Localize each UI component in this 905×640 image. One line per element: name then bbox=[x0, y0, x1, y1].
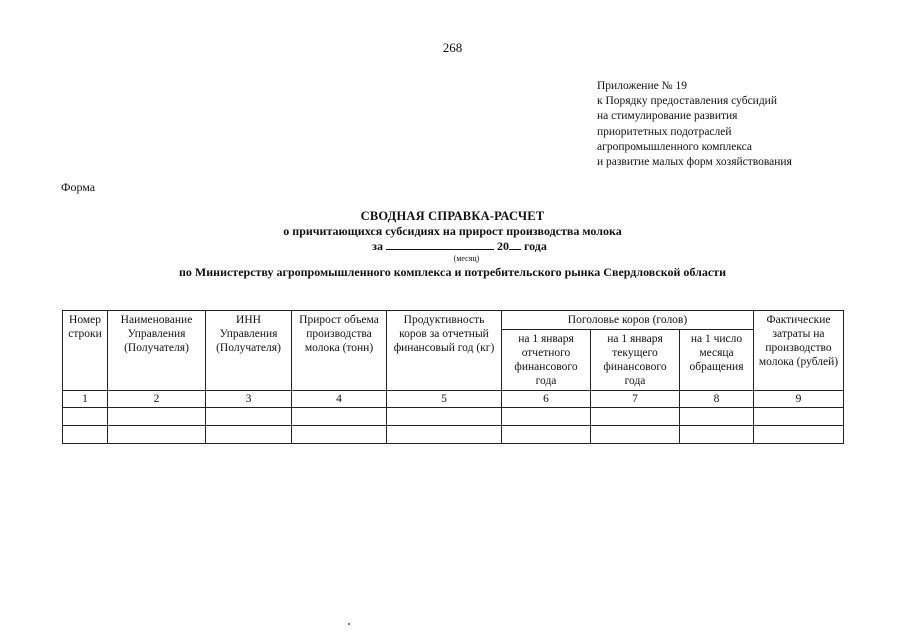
year-blank bbox=[509, 239, 521, 250]
column-number: 2 bbox=[108, 391, 206, 408]
header-inn: ИНН Управления (Получателя) bbox=[206, 311, 292, 391]
appendix-line: к Порядку предоставления субсидий bbox=[597, 95, 777, 108]
table-cell bbox=[680, 426, 754, 444]
table-cell bbox=[387, 426, 502, 444]
period-prefix: за bbox=[372, 239, 383, 253]
column-number-row bbox=[63, 391, 844, 408]
table-cell bbox=[680, 408, 754, 426]
month-hint: (месяц) bbox=[453, 254, 480, 263]
table-cell bbox=[387, 408, 502, 426]
form-label: Форма bbox=[61, 180, 96, 194]
table-cell bbox=[108, 408, 206, 426]
table-cell bbox=[754, 426, 844, 444]
table-row bbox=[63, 426, 844, 444]
appendix-line: Приложение № 19 bbox=[597, 80, 687, 92]
report-table-wrapper bbox=[62, 310, 844, 444]
header-actual-costs: Фактические затраты на производство молока (рублей) bbox=[754, 311, 844, 391]
column-number: 4 bbox=[292, 391, 387, 408]
ministry-line: по Министерству агропромышленного комплекса и потребительского рынка Свердловской области bbox=[179, 265, 726, 279]
period-suffix: года bbox=[523, 239, 547, 253]
appendix-line: агропромышленного комплекса bbox=[597, 140, 753, 153]
page-number: 268 bbox=[442, 40, 463, 55]
header-cow-count-group: Поголовье коров (голов) bbox=[502, 311, 754, 330]
table-row bbox=[63, 408, 844, 426]
header-cow-jan1-reporting: на 1 января отчетного финансового года bbox=[502, 330, 591, 391]
table-cell bbox=[206, 408, 292, 426]
document-title: СВОДНАЯ СПРАВКА-РАСЧЕТ bbox=[360, 209, 545, 223]
period-line bbox=[7, 239, 905, 253]
table-cell bbox=[108, 426, 206, 444]
table-cell bbox=[63, 426, 108, 444]
column-number: 3 bbox=[206, 391, 292, 408]
table-cell bbox=[754, 408, 844, 426]
document-title-block bbox=[0, 209, 905, 280]
table-header-row bbox=[63, 311, 844, 330]
column-number: 7 bbox=[591, 391, 680, 408]
table-cell bbox=[502, 408, 591, 426]
appendix-line: на стимулирование развития bbox=[597, 110, 738, 123]
column-number: 1 bbox=[63, 391, 108, 408]
table-cell bbox=[63, 408, 108, 426]
period-year: 20 bbox=[496, 239, 509, 253]
column-number: 5 bbox=[387, 391, 502, 408]
table-cell bbox=[292, 408, 387, 426]
appendix-line: и развитие малых форм хозяйствования bbox=[597, 156, 792, 169]
header-milk-growth: Прирост объема производства молока (тонн) bbox=[292, 311, 387, 391]
column-number: 6 bbox=[502, 391, 591, 408]
table-cell bbox=[292, 426, 387, 444]
table-cell bbox=[591, 426, 680, 444]
table-cell bbox=[502, 426, 591, 444]
column-number: 9 bbox=[754, 391, 844, 408]
header-cow-jan1-current: на 1 января текущего финансового года bbox=[591, 330, 680, 391]
header-cow-month-first: на 1 число месяца обращения bbox=[680, 330, 754, 391]
report-table bbox=[62, 310, 844, 444]
table-cell bbox=[591, 408, 680, 426]
document-subtitle: о причитающихся субсидиях на прирост производства молока bbox=[283, 224, 622, 238]
column-number: 8 bbox=[680, 391, 754, 408]
header-productivity: Продуктивность коров за отчетный финансовый год (кг) bbox=[387, 311, 502, 391]
month-blank bbox=[386, 239, 494, 250]
scan-artifact-dot bbox=[348, 623, 350, 625]
appendix-line: приоритетных подотраслей bbox=[597, 125, 732, 138]
appendix-note bbox=[597, 79, 792, 170]
table-cell bbox=[206, 426, 292, 444]
header-management-name: Наименование Управления (Получателя) bbox=[108, 311, 206, 391]
header-row-number: Номер строки bbox=[63, 311, 108, 391]
